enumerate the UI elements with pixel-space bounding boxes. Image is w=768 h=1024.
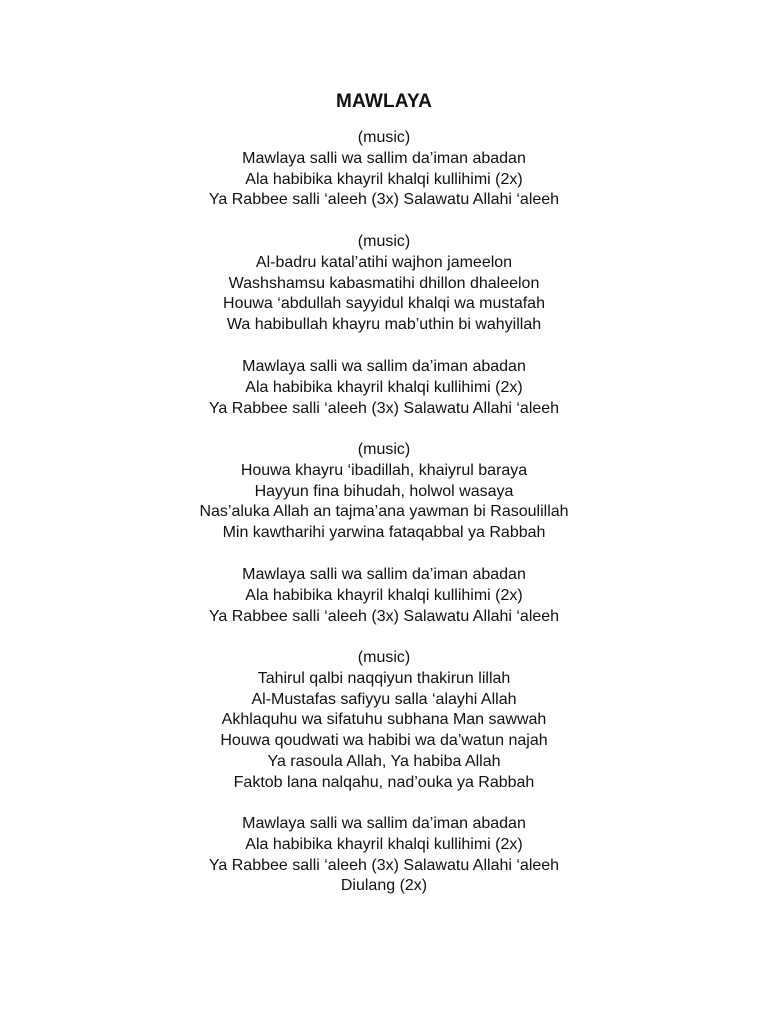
lyric-line: Ya Rabbee salli ‘aleeh (3x) Salawatu Allahi ‘aleeh xyxy=(208,607,560,625)
lyric-line: Ala habibika khayril khalqi kullihimi (2x) xyxy=(245,378,523,396)
lyric-line: (music) xyxy=(357,233,411,250)
lyric-line: Nas’aluka Allah an tajma’ana yawman bi Rasoulillah xyxy=(199,503,569,521)
lyric-line: Houwa ‘abdullah sayyidul khalqi wa mustafah xyxy=(223,295,545,313)
page-title: MAWLAYA xyxy=(335,91,433,112)
lyric-line: Ya Rabbee salli ‘aleeh (3x) Salawatu Allahi ‘aleeh xyxy=(208,191,560,209)
lyric-line: Tahirul qalbi naqqiyun thakirun lillah xyxy=(257,669,511,687)
lyric-line: Ala habibika khayril khalqi kullihimi (2x) xyxy=(245,835,523,853)
lyric-line: Hayyun fina bihudah, holwol wasaya xyxy=(254,482,514,500)
lyric-line: Al-Mustafas safiyyu salla ‘alayhi Allah xyxy=(251,690,517,708)
lyric-line: Mawlaya salli wa sallim da’iman abadan xyxy=(242,358,526,375)
stanza-5 xyxy=(0,565,768,627)
lyric-line: Ya rasoula Allah, Ya habiba Allah xyxy=(267,752,501,770)
lyric-line: Houwa qoudwati wa habibi wa da’watun najah xyxy=(220,732,548,750)
lyric-line: (music) xyxy=(357,129,411,146)
stanza-4 xyxy=(0,440,768,544)
lyric-line: Ala habibika khayril khalqi kullihimi (2x) xyxy=(245,586,523,604)
stanza-7 xyxy=(0,814,768,897)
lyric-line: Wa habibullah khayru mab’uthin bi wahyillah xyxy=(226,316,542,334)
stanza-3 xyxy=(0,357,768,419)
lyric-line: Ya Rabbee salli ‘aleeh (3x) Salawatu Allahi ‘aleeh xyxy=(208,399,560,417)
stanza-2 xyxy=(0,232,768,336)
lyric-line: Mawlaya salli wa sallim da’iman abadan xyxy=(242,566,526,583)
lyric-line: Min kawtharihi yarwina fataqabbal ya Rabbah xyxy=(222,524,546,542)
lyric-line: (music) xyxy=(357,649,411,666)
stanza-6 xyxy=(0,648,768,794)
stanza-1 xyxy=(0,128,768,211)
lyric-line: Washshamsu kabasmatihi dhillon dhaleelon xyxy=(228,274,540,292)
lyric-line: Faktob lana nalqahu, nad’ouka ya Rabbah xyxy=(233,773,535,791)
lyric-line: Mawlaya salli wa sallim da’iman abadan xyxy=(242,815,526,832)
lyric-line: Mawlaya salli wa sallim da’iman abadan xyxy=(242,149,526,167)
lyric-line: Ala habibika khayril khalqi kullihimi (2x) xyxy=(245,170,523,188)
lyric-line: Akhlaquhu wa sifatuhu subhana Man sawwah xyxy=(221,711,547,729)
lyric-line: Houwa khayru ‘ibadillah, khaiyrul baraya xyxy=(240,461,528,479)
lyric-line: (music) xyxy=(357,441,411,458)
lyric-line: Diulang (2x) xyxy=(340,877,428,895)
lyric-line: Al-badru katal’atihi wajhon jameelon xyxy=(255,253,513,271)
lyric-line: Ya Rabbee salli ‘aleeh (3x) Salawatu Allahi ‘aleeh xyxy=(208,856,560,874)
